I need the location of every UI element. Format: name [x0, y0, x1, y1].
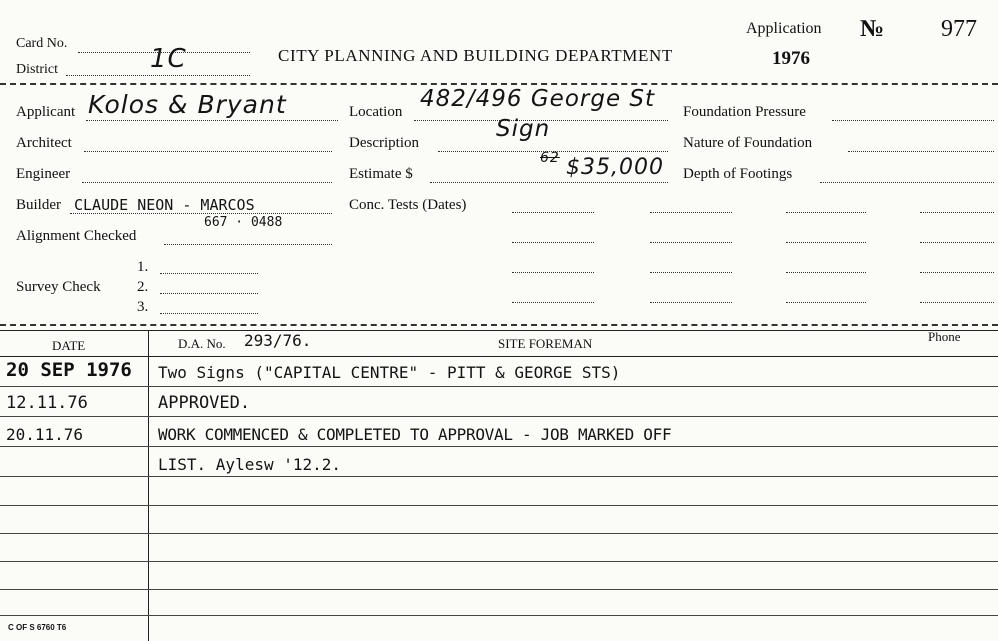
district-label: District [16, 62, 58, 77]
estimate-label: Estimate $ [349, 166, 413, 182]
alignment-checked-label: Alignment Checked [16, 228, 137, 244]
site-foreman-label: SITE FOREMAN [498, 336, 593, 351]
conc-line [920, 272, 994, 273]
entry-3-date: 20.11.76 [6, 425, 84, 444]
ruled-line [0, 505, 998, 506]
nature-of-foundation-line [848, 151, 994, 152]
architect-line [84, 151, 332, 152]
alignment-line [164, 244, 332, 245]
conc-tests-label: Conc. Tests (Dates) [349, 197, 467, 213]
da-no-label: D.A. No. [178, 336, 226, 351]
log-header-line [0, 356, 998, 357]
phone-label: Phone [928, 329, 961, 344]
ruled-line [0, 615, 998, 616]
estimate-line [430, 182, 668, 183]
conc-line [512, 242, 594, 243]
description-value: Sign [496, 116, 551, 142]
engineer-line [82, 182, 332, 183]
conc-line [512, 212, 594, 213]
conc-line [920, 242, 994, 243]
location-label: Location [349, 104, 403, 120]
conc-line [920, 212, 994, 213]
ruled-line [0, 476, 998, 477]
description-label: Description [349, 135, 419, 151]
ruled-line [0, 386, 998, 387]
date-column-divider [148, 330, 149, 641]
conc-line [786, 212, 866, 213]
entry-2-text: APPROVED. [158, 393, 251, 413]
depth-of-footings-line [820, 182, 994, 183]
entry-1-date: 20 SEP 1976 [6, 359, 132, 381]
header-divider [0, 83, 998, 85]
conc-line [650, 242, 732, 243]
depth-of-footings-label: Depth of Footings [683, 166, 793, 182]
ruled-line [0, 589, 998, 590]
application-label: Application [746, 20, 822, 37]
applicant-label: Applicant [16, 104, 76, 120]
department-title: CITY PLANNING AND BUILDING DEPARTMENT [278, 46, 673, 65]
foundation-pressure-label: Foundation Pressure [683, 104, 806, 120]
log-divider [0, 324, 998, 326]
location-value: 482/496 George St [420, 86, 656, 112]
estimate-value: $35,000 [566, 155, 664, 180]
ruled-line [0, 533, 998, 534]
applicant-value: Kolos & Bryant [88, 90, 287, 119]
survey-1-label: 1. [137, 259, 149, 275]
builder-label: Builder [16, 197, 61, 213]
survey-3-label: 3. [137, 299, 149, 315]
conc-line [650, 212, 732, 213]
da-no-value: 293/76. [244, 331, 312, 350]
district-line [66, 75, 250, 76]
entry-2-date: 12.11.76 [6, 393, 88, 413]
conc-line [650, 272, 732, 273]
conc-line [920, 302, 994, 303]
conc-line [786, 242, 866, 243]
architect-label: Architect [16, 135, 72, 151]
application-number: 977 [941, 16, 977, 42]
builder-phone: 667 · 0488 [204, 215, 283, 230]
survey-check-label: Survey Check [16, 279, 101, 295]
survey-3-line [160, 313, 258, 314]
survey-2-line [160, 293, 258, 294]
conc-line [786, 302, 866, 303]
foundation-pressure-line [832, 120, 994, 121]
nature-of-foundation-label: Nature of Foundation [683, 135, 813, 151]
survey-2-label: 2. [137, 279, 149, 295]
conc-line [512, 302, 594, 303]
form-code: C OF S 6760 T6 [8, 623, 67, 632]
ruled-line [0, 446, 998, 447]
district-value: 1C [150, 44, 187, 74]
applicant-line [86, 120, 338, 121]
survey-1-line [160, 273, 258, 274]
ruled-line [0, 561, 998, 562]
conc-line [650, 302, 732, 303]
conc-line [786, 272, 866, 273]
card-no-label: Card No. [16, 36, 68, 51]
conc-line [512, 272, 594, 273]
estimate-struck: 62 [540, 150, 560, 166]
entry-4-text: LIST. Aylesw '12.2. [158, 455, 342, 474]
builder-value: CLAUDE NEON - MARCOS [74, 196, 255, 214]
entry-1-text: Two Signs ("CAPITAL CENTRE" - PITT & GEORGE STS) [158, 363, 621, 382]
ruled-line [0, 416, 998, 417]
application-year: 1976 [772, 48, 810, 69]
log-divider-inner [0, 330, 998, 331]
date-header: DATE [52, 338, 86, 353]
number-symbol: № [860, 16, 885, 42]
engineer-label: Engineer [16, 166, 71, 182]
entry-3-text: WORK COMMENCED & COMPLETED TO APPROVAL - JOB MARKED OFF [158, 425, 672, 444]
